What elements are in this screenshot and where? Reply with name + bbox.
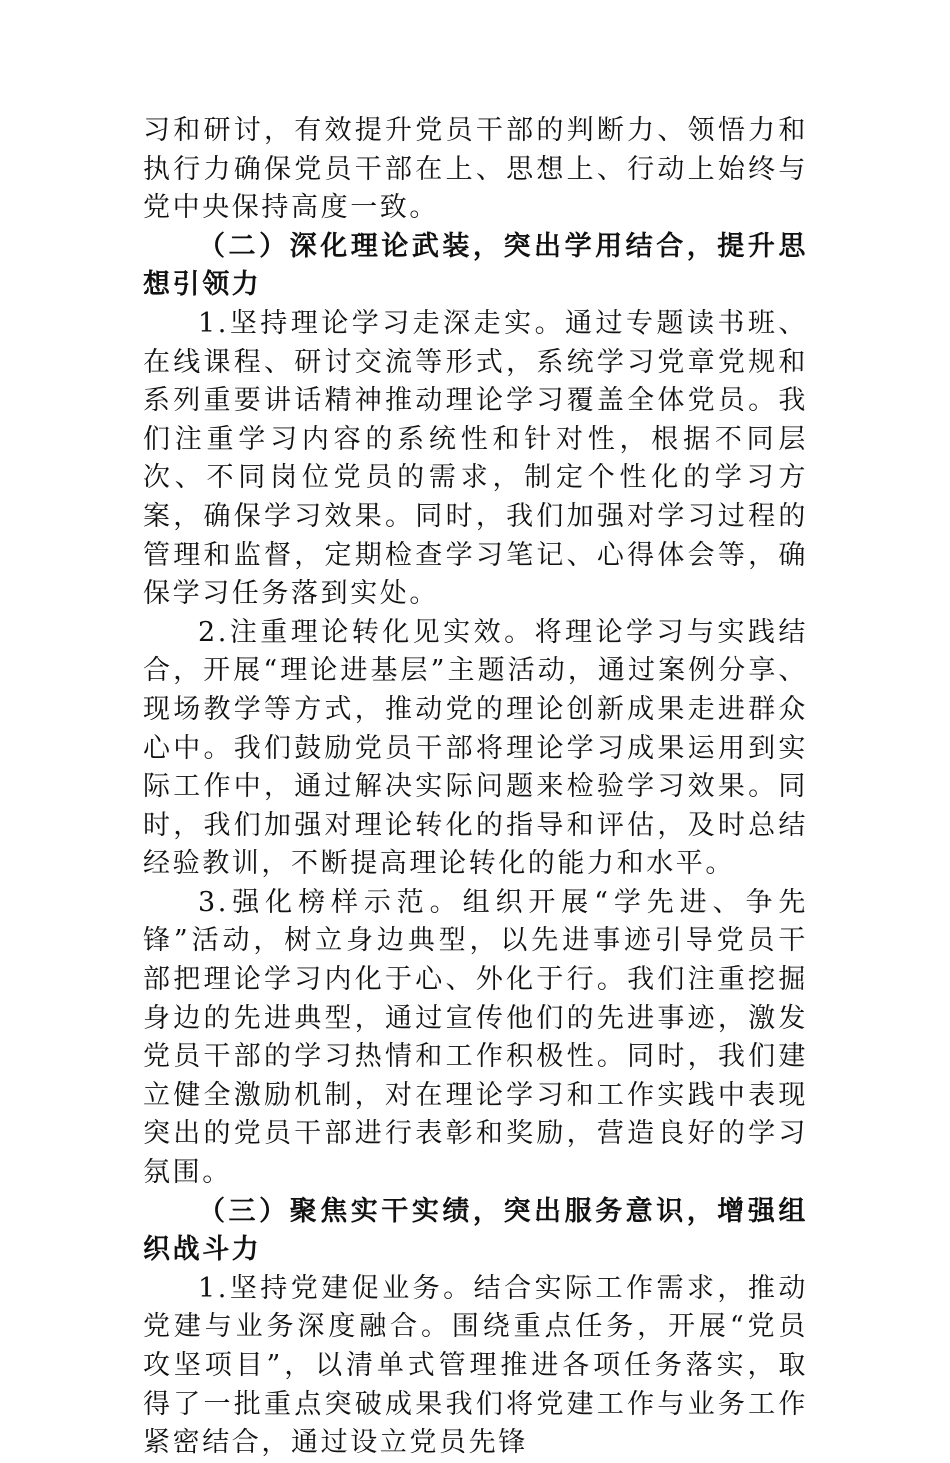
section-heading-3: （三）聚焦实干实绩，突出服务意识，增强组织战斗力: [143, 1195, 808, 1266]
body-paragraph-2-3: 3.强化榜样示范。组织开展“学先进、争先锋”活动，树立身边典型，以先进事迹引导党员干部把理论学习内化于心、外化于行。我们注重挖掘身边的先进典型，通过宣传他们的先进事迹，激发党员干部的学习热情和工作积极性。同时，我们建立健全激励机制，对在理论学习和工作实践中表现突出的党员干部进行表彰和奖励，营造良好的学习氛围。: [143, 886, 808, 1189]
body-paragraph-2-1: 1.坚持理论学习走深走实。通过专题读书班、在线课程、研讨交流等形式，系统学习党章党规和系列重要讲话精神推动理论学习覆盖全体党员。我们注重学习内容的系统性和针对性，根据不同层次、不同岗位党员的需求，制定个性化的学习方案，确保学习效果。同时，我们加强对学习过程的管理和监督，定期检查学习笔记、心得体会等，确保学习任务落到实处。: [143, 307, 808, 610]
document-body: [143, 112, 808, 1463]
body-paragraph-3-1: 1.坚持党建促业务。结合实际工作需求，推动党建与业务深度融合。围绕重点任务，开展“党员攻坚项目”，以清单式管理推进各项任务落实，取得了一批重点突破成果我们将党建工作与业务工作紧密结合，通过设立党员先锋: [143, 1272, 808, 1459]
body-paragraph-2-2: 2.注重理论转化见实效。将理论学习与实践结合，开展“理论进基层”主题活动，通过案例分享、现场教学等方式，推动党的理论创新成果走进群众心中。我们鼓励党员干部将理论学习成果运用到实际工作中，通过解决实际问题来检验学习效果。同时，我们加强对理论转化的指导和评估，及时总结经验教训，不断提高理论转化的能力和水平。: [143, 616, 808, 880]
section-heading-2: （二）深化理论武装，突出学用结合，提升思想引领力: [143, 230, 808, 301]
body-paragraph-continuation: 习和研讨，有效提升党员干部的判断力、领悟力和执行力确保党员干部在上、思想上、行动上始终与党中央保持高度一致。: [143, 115, 808, 224]
